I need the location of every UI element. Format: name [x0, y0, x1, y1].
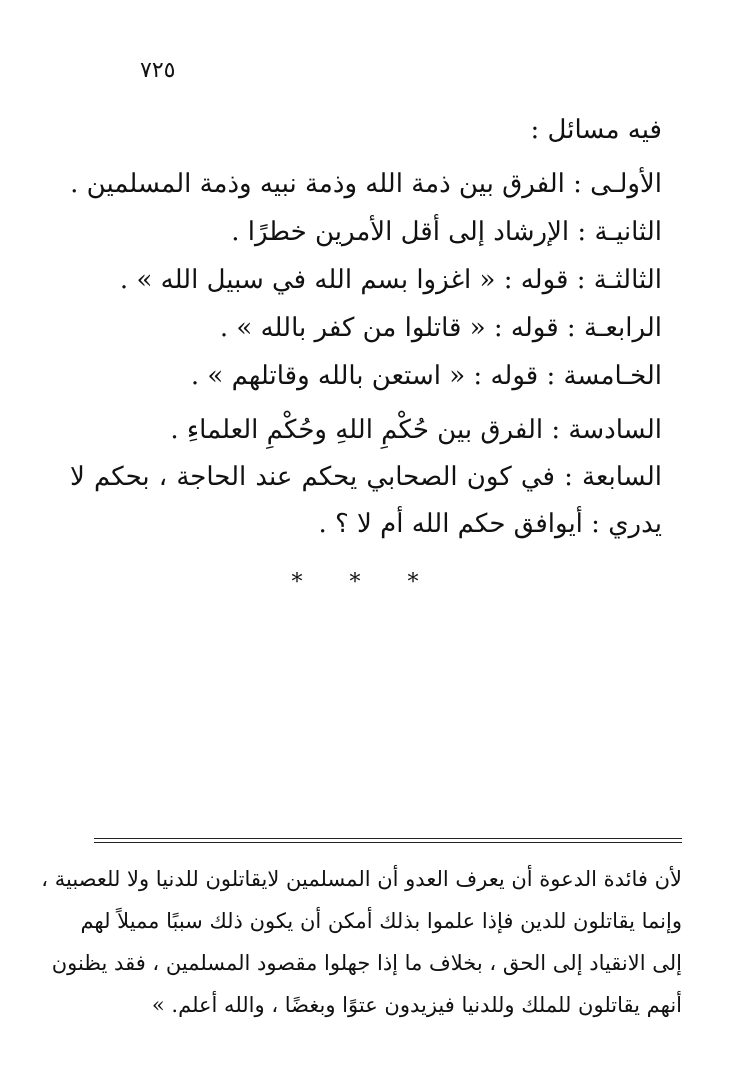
footnote-divider-top	[94, 838, 682, 839]
main-content	[70, 110, 662, 548]
issue-fourth: الرابعـة : قوله : « قاتلوا من كفر بالله » .	[219, 313, 662, 343]
footnote-line: لأن فائدة الدعوة أن يعرف العدو أن المسلمين لايقاتلون للدنيا ولا للعصبية ،	[41, 867, 682, 891]
footnote-line: إلى الانقياد إلى الحق ، بخلاف ما إذا جهلوا مقصود المسلمين ، فقد يظنون	[51, 951, 682, 975]
issues-heading: فيه مسائل :	[530, 115, 662, 145]
footnote-line: أنهم يقاتلون للملك وللدنيا فيزيدون عتوًا وبغضًا ، والله أعلم. »	[151, 993, 682, 1017]
section-separator-stars: * * *	[291, 570, 439, 595]
footnote	[41, 858, 682, 1026]
page-number: ٧٢٥	[140, 58, 176, 83]
issue-first: الأولـى : الفرق بين ذمة الله وذمة نبيه وذمة المسلمين .	[70, 169, 662, 199]
footnote-line: وإنما يقاتلون للدين فإذا علموا بذلك أمكن أن يكون ذلك سببًا مميلاً لهم	[80, 909, 682, 933]
issue-fifth: الخـامسة : قوله : « استعن بالله وقاتلهم » .	[190, 361, 662, 391]
issue-sixth: السادسة : الفرق بين حُكْمِ اللهِ وحُكْمِ العلماءِ .	[170, 415, 662, 445]
issue-second: الثانيـة : الإرشاد إلى أقل الأمرين خطرًا .	[231, 217, 662, 247]
issue-seventh: السابعة : في كون الصحابي يحكم عند الحاجة ، بحكم لا يدري : أيوافق حكم الله أم لا ؟ .	[70, 462, 662, 539]
footnote-divider-bottom	[94, 842, 682, 843]
issue-third: الثالثـة : قوله : « اغزوا بسم الله في سبيل الله » .	[119, 265, 662, 295]
